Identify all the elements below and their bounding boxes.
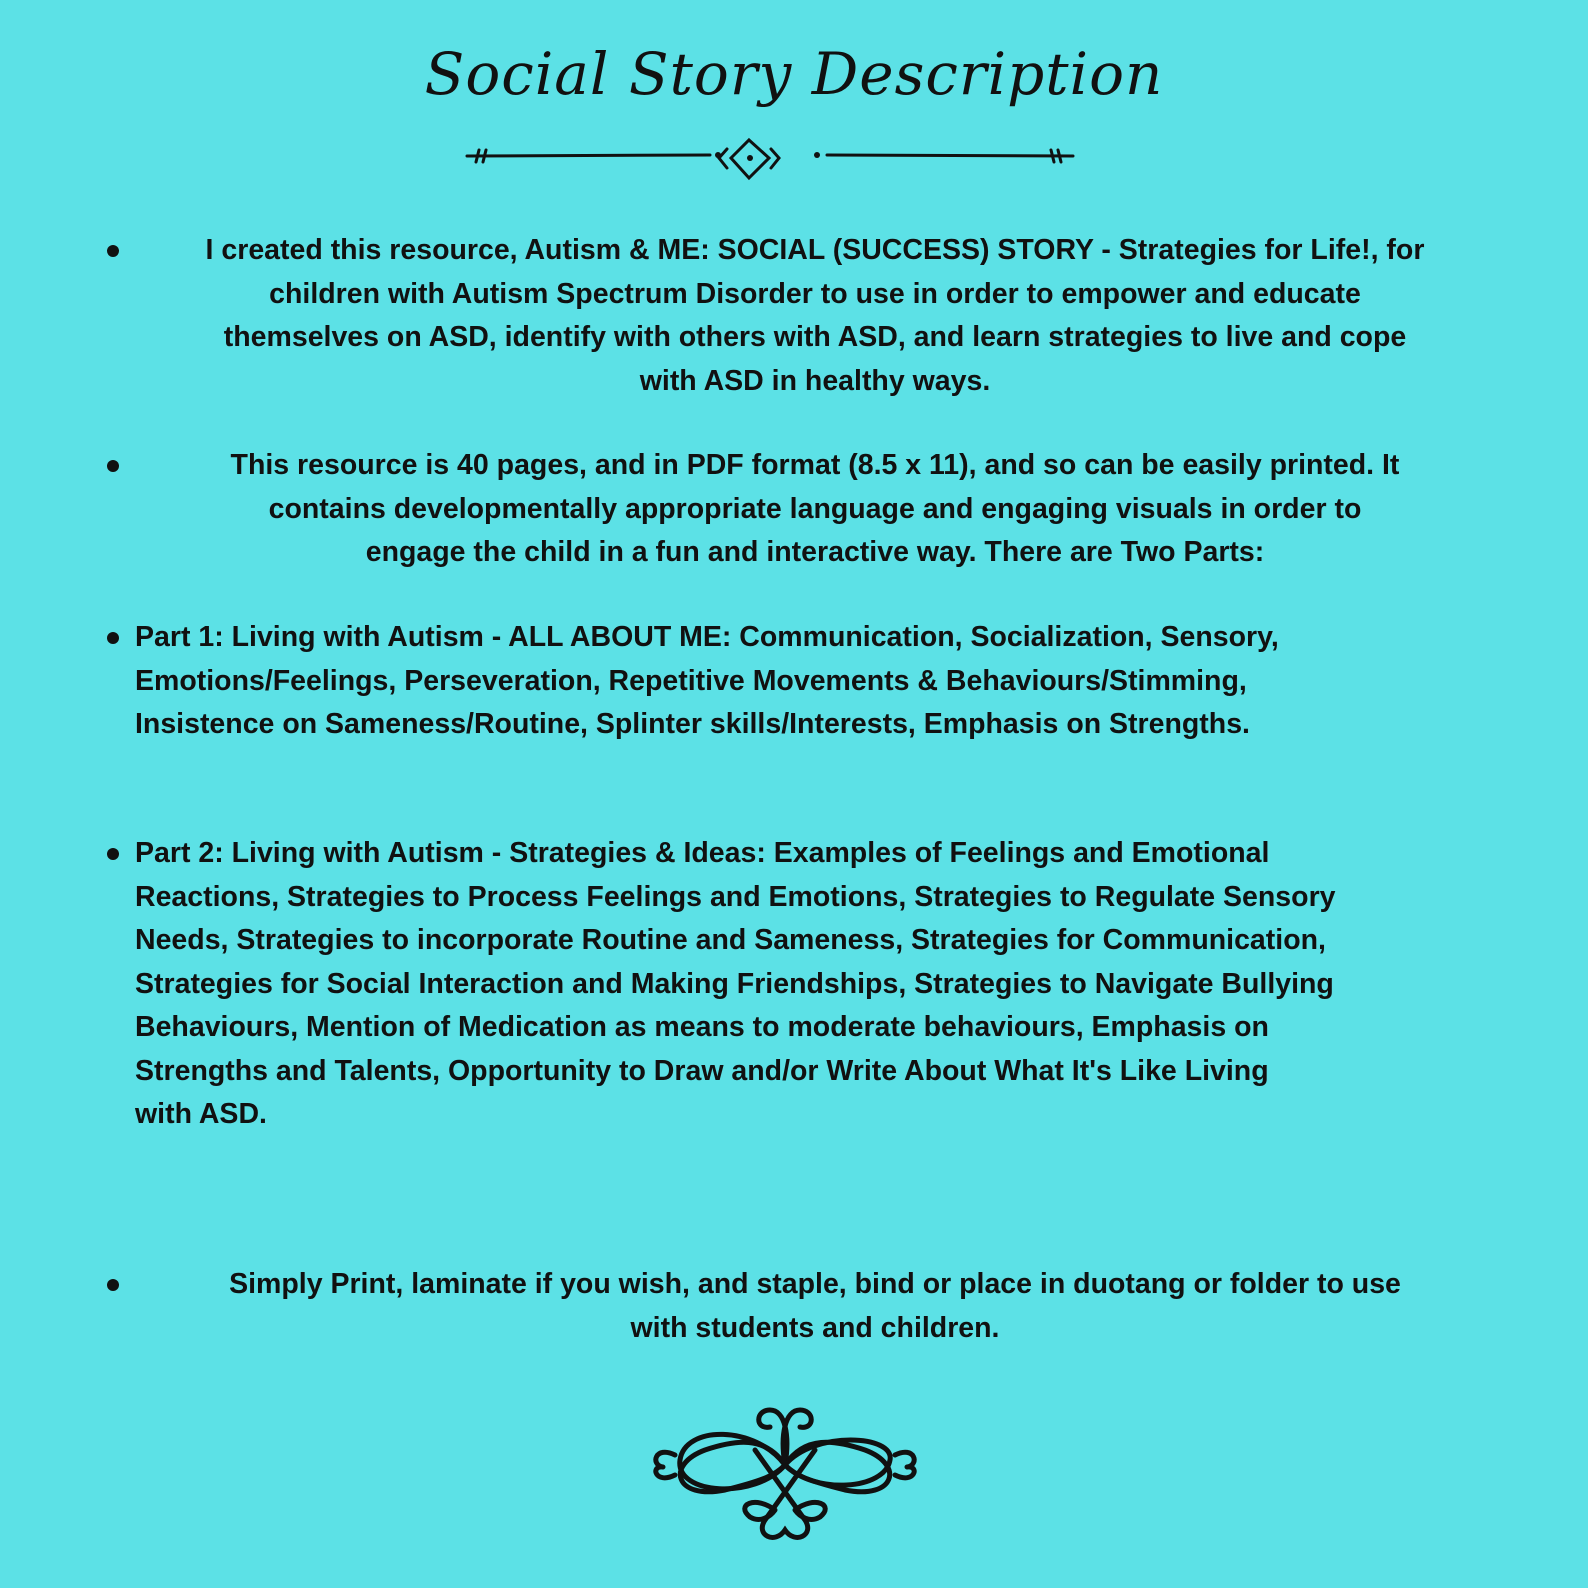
text-line: Strengths and Talents, Opportunity to Draw and/or Write About What It's Like Living <box>135 1054 1269 1087</box>
bullet-icon <box>107 1279 119 1291</box>
paragraph-format <box>140 444 1490 575</box>
text-line: themselves on ASD, identify with others with ASD, and learn strategies to live and cope <box>223 321 1407 353</box>
text-line: This resource is 40 pages, and in PDF format (8.5 x 11), and so can be easily printed. It <box>230 449 1400 481</box>
bullet-icon <box>107 245 119 257</box>
paragraph-part-2 <box>135 832 1495 1137</box>
page-title: Social Story Description <box>424 40 1164 108</box>
text-line: Reactions, Strategies to Process Feelings and Emotions, Strategies to Regulate Sensory <box>135 880 1336 913</box>
text-line: Simply Print, laminate if you wish, and staple, bind or place in duotang or folder to use <box>229 1268 1401 1300</box>
bullet-icon <box>107 632 119 644</box>
bullet-icon <box>107 848 119 860</box>
text-line: with ASD in healthy ways. <box>639 364 991 397</box>
text-line: engage the child in a fun and interactive way. There are Two Parts: <box>365 536 1265 568</box>
text-line: Part 2: Living with Autism - Strategies & Ideas: Examples of Feelings and Emotional <box>135 837 1270 869</box>
text-line: Insistence on Sameness/Routine, Splinter skills/Interests, Emphasis on Strengths. <box>135 708 1250 740</box>
text-line: Needs, Strategies to incorporate Routine and Sameness, Strategies for Communication, <box>135 924 1326 956</box>
bullet-icon <box>107 460 119 472</box>
text-line: I created this resource, Autism & ME: SOCIAL (SUCCESS) STORY - Strategies for Life!, for <box>205 234 1425 266</box>
text-line: with students and children. <box>630 1311 1000 1344</box>
text-line: Part 1: Living with Autism - ALL ABOUT ME: Communication, Socialization, Sensory, <box>135 621 1279 653</box>
text-line: with ASD. <box>135 1098 267 1130</box>
paragraph-intro <box>140 229 1490 403</box>
text-line: children with Autism Spectrum Disorder to use in order to empower and educate <box>269 277 1361 310</box>
paragraph-part-1 <box>135 616 1495 747</box>
paragraph-usage <box>140 1263 1490 1350</box>
text-line: Emotions/Feelings, Perseveration, Repetitive Movements & Behaviours/Stimming, <box>135 664 1247 697</box>
divider-ornament-icon <box>465 130 1077 186</box>
text-line: Strategies for Social Interaction and Making Friendships, Strategies to Navigate Bullying <box>135 967 1334 1000</box>
text-line: contains developmentally appropriate language and engaging visuals in order to <box>268 492 1362 525</box>
flourish-ornament-icon <box>645 1405 925 1550</box>
text-line: Behaviours, Mention of Medication as means to moderate behaviours, Emphasis on <box>135 1011 1269 1043</box>
